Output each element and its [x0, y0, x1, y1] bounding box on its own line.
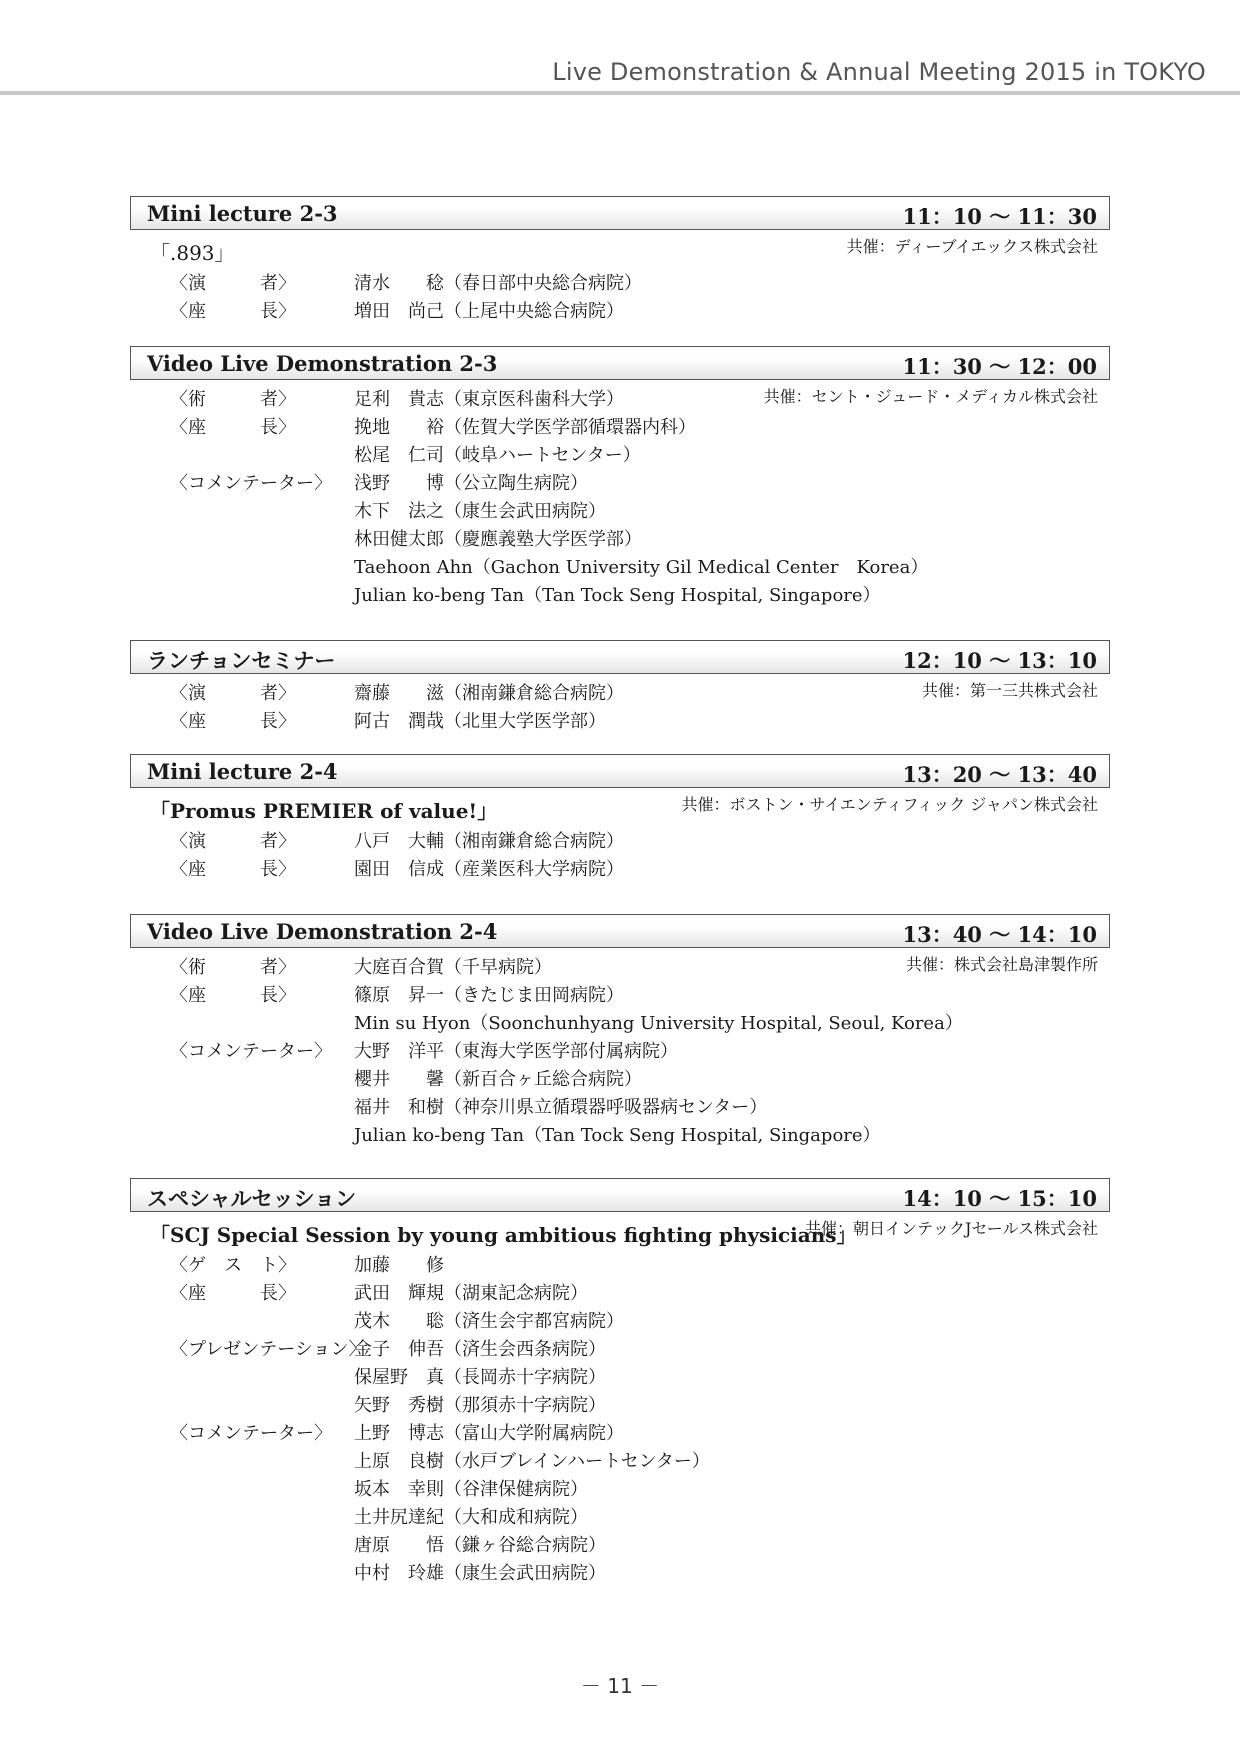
participant-role: 〈座 長〉 [170, 301, 296, 322]
session-header-bar [130, 914, 1110, 948]
participant-role: 〈術 者〉 [170, 957, 296, 978]
participant-row [130, 1504, 1110, 1532]
participant-name: 上野 博志（富山大学附属病院） [354, 1423, 624, 1444]
participant-name: 上原 良樹（水戸ブレインハートセンター） [354, 1451, 710, 1472]
session-block [130, 640, 1110, 736]
session-body [130, 674, 1110, 736]
participant-name: 清水 稔（春日部中央総合病院） [354, 273, 642, 294]
session-body [130, 230, 1110, 326]
participant-name: 武田 輝規（湖東記念病院） [354, 1283, 588, 1304]
header-divider [0, 91, 1240, 95]
participant-role: 〈プレゼンテーション〉 [170, 1339, 367, 1360]
session-block [130, 346, 1110, 610]
participant-name: 土井尻達紀（大和成和病院） [354, 1507, 588, 1528]
participant-name: 加藤 修 [354, 1255, 444, 1276]
participant-row [130, 954, 1110, 982]
session-title: スペシャルセッション [147, 1186, 357, 1211]
participant-name: Min su Hyon（Soonchunhyang University Hospital, Seoul, Korea） [354, 1013, 963, 1034]
participant-role: 〈コメンテーター〉 [170, 473, 332, 494]
participant-name: 園田 信成（産業医科大学病院） [354, 859, 624, 880]
session-time: 14：10 ～ 15：10 [902, 1186, 1097, 1211]
participant-row [130, 1252, 1110, 1280]
participant-name: 八戸 大輔（湘南鎌倉総合病院） [354, 831, 624, 852]
participant-name: 茂木 聡（済生会宇都宮病院） [354, 1311, 624, 1332]
session-block [130, 914, 1110, 1150]
participant-role: 〈術 者〉 [170, 389, 296, 410]
participant-name: 齋藤 滋（湘南鎌倉総合病院） [354, 683, 624, 704]
participant-row [130, 1336, 1110, 1364]
participant-name: Julian ko-beng Tan（Tan Tock Seng Hospital, Singapore） [354, 1125, 881, 1146]
participant-role: 〈座 長〉 [170, 417, 296, 438]
session-list [0, 176, 1240, 1588]
participant-role: 〈座 長〉 [170, 985, 296, 1006]
participant-role: 〈演 者〉 [170, 831, 296, 852]
session-body [130, 948, 1110, 1150]
participant-name: 矢野 秀樹（那須赤十字病院） [354, 1395, 606, 1416]
sponsor-label: 共催：朝日インテックJセールス株式会社 [805, 1219, 1098, 1238]
session-title: Mini lecture 2-4 [147, 759, 338, 784]
participant-name: 松尾 仁司（岐阜ハートセンター） [354, 445, 641, 466]
participant-row [130, 270, 1110, 298]
session-block [130, 196, 1110, 326]
participant-row [130, 856, 1110, 884]
participant-name: 挽地 裕（佐賀大学医学部循環器内科） [354, 417, 696, 438]
participant-name: 足利 貴志（東京医科歯科大学） [354, 389, 624, 410]
sponsor-label: 共催：セント・ジュード・メディカル株式会社 [763, 387, 1098, 406]
session-title: ランチョンセミナー [147, 648, 336, 673]
session-time: 11：10 ～ 11：30 [902, 204, 1097, 229]
participant-name: 櫻井 馨（新百合ヶ丘総合病院） [354, 1069, 642, 1090]
participant-name: 大庭百合賀（千早病院） [354, 957, 552, 978]
participant-role: 〈座 長〉 [170, 859, 296, 880]
participant-row [130, 1448, 1110, 1476]
session-header-bar [130, 1178, 1110, 1212]
participant-row [130, 554, 1110, 582]
session-header-bar [130, 640, 1110, 674]
participant-row [130, 982, 1110, 1010]
participant-role: 〈座 長〉 [170, 1283, 296, 1304]
page-header-title: Live Demonstration & Annual Meeting 2015 in TOKYO [552, 58, 1206, 86]
participant-row [130, 708, 1110, 736]
participant-row [130, 1476, 1110, 1504]
participant-role: 〈座 長〉 [170, 711, 296, 732]
participant-row [130, 386, 1110, 414]
session-time: 13：20 ～ 13：40 [902, 762, 1097, 787]
participant-name: 大野 洋平（東海大学医学部付属病院） [354, 1041, 678, 1062]
participant-row [130, 1038, 1110, 1066]
participant-row [130, 1560, 1110, 1588]
session-time: 12：10 ～ 13：10 [902, 648, 1097, 673]
participant-role: 〈コメンテーター〉 [170, 1423, 332, 1444]
session-title: Mini lecture 2-3 [147, 201, 338, 226]
session-header-bar [130, 196, 1110, 230]
session-time: 13：40 ～ 14：10 [902, 922, 1097, 947]
participant-name: 唐原 悟（鎌ヶ谷総合病院） [354, 1535, 606, 1556]
participant-row [130, 298, 1110, 326]
participant-name: 金子 伸吾（済生会西条病院） [354, 1339, 606, 1360]
participant-name: 浅野 博（公立陶生病院） [354, 473, 588, 494]
participant-row [130, 414, 1110, 442]
session-title: Video Live Demonstration 2-4 [147, 919, 498, 944]
participant-name: 中村 玲雄（康生会武田病院） [354, 1563, 606, 1584]
session-block [130, 1178, 1110, 1588]
lecture-title: 「Promus PREMIER of value!」 [150, 799, 498, 823]
page-number: － 11 － [580, 1674, 660, 1698]
participant-row [130, 1066, 1110, 1094]
session-header-bar [130, 346, 1110, 380]
participant-name: 福井 和樹（神奈川県立循環器呼吸器病センター） [354, 1097, 768, 1118]
participant-name: 林田健太郎（慶應義塾大学医学部） [354, 529, 642, 550]
participant-name: 坂本 幸則（谷津保健病院） [354, 1479, 588, 1500]
session-title: Video Live Demonstration 2-3 [147, 351, 498, 376]
participant-row [130, 1364, 1110, 1392]
participant-row [130, 1094, 1110, 1122]
participant-row [130, 1308, 1110, 1336]
participant-row [130, 526, 1110, 554]
participant-name: 篠原 昇一（きたじま田岡病院） [354, 985, 624, 1006]
session-block [130, 754, 1110, 884]
participant-row [130, 1532, 1110, 1560]
lecture-title: 「SCJ Special Session by young ambitious fighting physicians」 [150, 1223, 857, 1247]
sponsor-label: 共催：ボストン・サイエンティフィック ジャパン株式会社 [681, 795, 1098, 814]
participant-row [130, 1122, 1110, 1150]
participant-row [130, 1010, 1110, 1038]
participant-name: 保屋野 真（長岡赤十字病院） [354, 1367, 606, 1388]
participant-role: 〈演 者〉 [170, 273, 296, 294]
sponsor-label: 共催：株式会社島津製作所 [905, 955, 1098, 974]
participant-role: 〈演 者〉 [170, 683, 296, 704]
participant-role: 〈ゲ ス ト〉 [170, 1255, 296, 1276]
participant-row [130, 442, 1110, 470]
participant-row [130, 582, 1110, 610]
session-body [130, 788, 1110, 884]
participant-row [130, 498, 1110, 526]
session-body [130, 1212, 1110, 1588]
participant-row [130, 1280, 1110, 1308]
participant-name: Julian ko-beng Tan（Tan Tock Seng Hospital, Singapore） [354, 585, 881, 606]
session-body [130, 380, 1110, 610]
session-header-bar [130, 754, 1110, 788]
participant-name: 阿古 潤哉（北里大学医学部） [354, 711, 606, 732]
participant-name: Taehoon Ahn（Gachon University Gil Medical Center Korea） [354, 557, 929, 578]
lecture-title: 「.893」 [150, 241, 235, 265]
sponsor-label: 共催：第一三共株式会社 [921, 681, 1098, 700]
participant-row [130, 1420, 1110, 1448]
participant-row [130, 828, 1110, 856]
participant-role: 〈コメンテーター〉 [170, 1041, 332, 1062]
participant-name: 増田 尚己（上尾中央総合病院） [354, 301, 624, 322]
participant-name: 木下 法之（康生会武田病院） [354, 501, 606, 522]
sponsor-label: 共催：ディーブイエックス株式会社 [846, 237, 1098, 256]
participant-row [130, 470, 1110, 498]
session-time: 11：30 ～ 12：00 [902, 354, 1097, 379]
participant-row [130, 680, 1110, 708]
participant-row [130, 1392, 1110, 1420]
